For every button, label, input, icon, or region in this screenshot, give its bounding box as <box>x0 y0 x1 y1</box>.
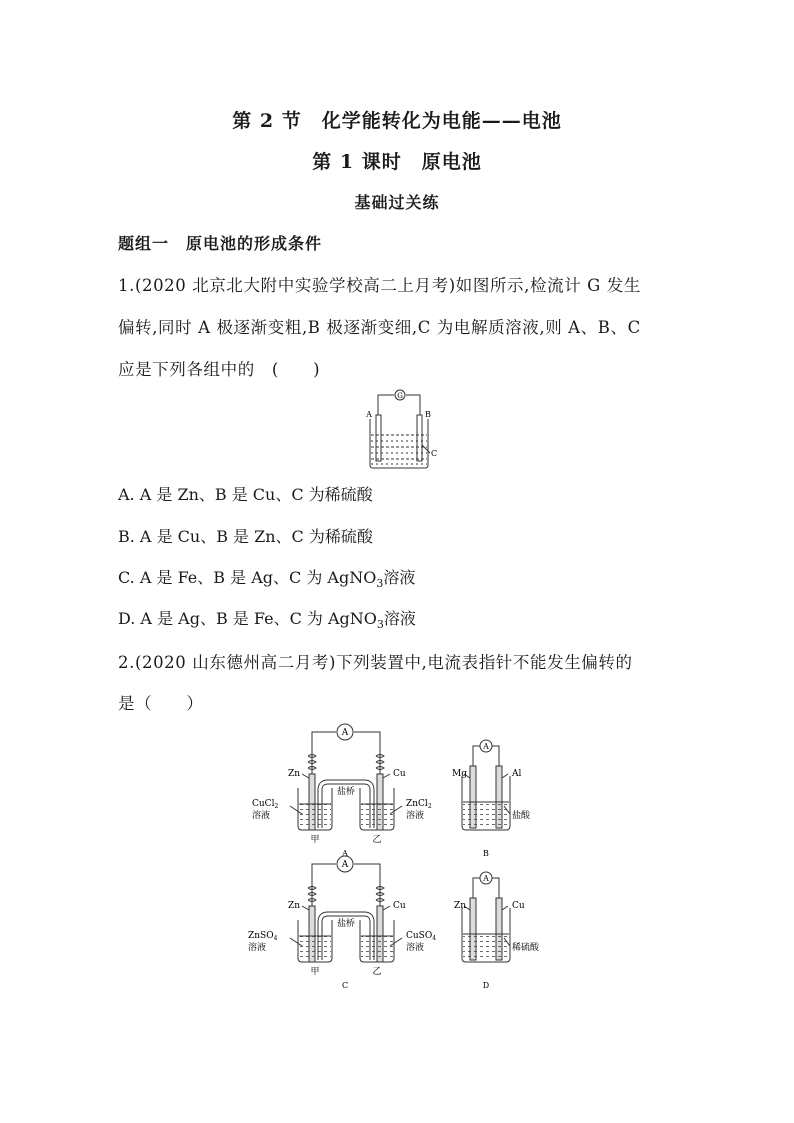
q2-figure-d <box>454 872 540 990</box>
q2c-salt-bridge-label: 盐桥 <box>336 919 356 929</box>
q2c-left-cup: 甲 <box>310 967 320 977</box>
group-title: 题组一 原电池的形成条件 <box>118 234 323 253</box>
q2b-right-electrode: Al <box>512 769 522 779</box>
q2a-left-solution: CuCl$_2$ <box>252 799 279 810</box>
q1-option-b[interactable]: B. A 是 Cu、B 是 Zn、C 为稀硫酸 <box>118 527 373 546</box>
q2-figures <box>240 722 570 992</box>
q2a-caption: A <box>342 849 348 858</box>
q1-option-d[interactable]: D. A 是 Ag、B 是 Fe、C 为 AgNO$_3$溶液 <box>118 609 416 632</box>
q2c-right-solution: CuSO$_4$ <box>406 931 437 942</box>
q2d-meter-label: A <box>483 874 489 883</box>
q1-meter-label: G <box>397 392 403 400</box>
q2c-caption: C <box>341 981 349 990</box>
lesson-title: 第 1 课时 原电池 <box>312 151 482 173</box>
q2c-right-cup: 乙 <box>372 967 382 977</box>
q2d-solution: 稀硫酸 <box>512 943 540 953</box>
q2-figure-b <box>452 740 531 858</box>
q2c-right-electrode: Cu <box>393 901 406 911</box>
q2b-left-electrode: Mg <box>452 769 467 779</box>
q2d-left-electrode: Zn <box>454 901 467 911</box>
q2c-right-solution-2: 溶液 <box>406 943 425 953</box>
q2b-solution: 盐酸 <box>512 811 531 821</box>
q2c-left-solution-2: 溶液 <box>248 943 267 953</box>
q2a-right-cup: 乙 <box>372 835 382 845</box>
q2a-meter-label: A <box>341 728 349 738</box>
q2c-left-solution: ZnSO$_4$ <box>248 931 278 942</box>
q1-option-c[interactable]: C. A 是 Fe、B 是 Ag、C 为 AgNO$_3$溶液 <box>118 568 416 591</box>
q2a-left-cup: 甲 <box>310 835 320 845</box>
q2-figure-c <box>248 856 436 990</box>
q2a-left-electrode: Zn <box>288 769 301 779</box>
q2-figure-a <box>252 724 432 858</box>
q2-line-1: 2.(2020 山东德州高二月考)下列装置中,电流表指针不能发生偏转的 <box>118 653 633 672</box>
q2d-right-electrode: Cu <box>512 901 525 911</box>
q2c-left-electrode: Zn <box>288 901 301 911</box>
section-title: 第 2 节 化学能转化为电能——电池 <box>232 110 562 132</box>
q1-electrode-b-label: B <box>425 410 431 419</box>
q2a-right-solution-2: 溶液 <box>406 811 425 821</box>
q1-galvanic-cell-figure <box>362 389 438 471</box>
q1-line-1: 1.(2020 北京北大附中实验学校高二上月考)如图所示,检流计 G 发生 <box>118 276 641 295</box>
q2d-caption: D <box>482 981 490 990</box>
q2b-meter-label: A <box>483 742 489 751</box>
subtitle: 基础过关练 <box>354 193 440 212</box>
q2-line-2: 是（ ） <box>118 694 204 713</box>
q1-solution-label: C <box>431 449 438 458</box>
q1-electrode-a-label: A <box>366 410 372 419</box>
q1-line-3: 应是下列各组中的 ( ) <box>118 360 321 379</box>
q1-option-a[interactable]: A. A 是 Zn、B 是 Cu、C 为稀硫酸 <box>118 485 373 504</box>
q2c-meter-label: A <box>341 860 349 870</box>
q2b-caption: B <box>483 849 489 858</box>
q2a-right-solution: ZnCl$_2$ <box>406 799 432 810</box>
q1-line-2: 偏转,同时 A 极逐渐变粗,B 极逐渐变细,C 为电解质溶液,则 A、B、C <box>118 318 641 337</box>
q2a-right-electrode: Cu <box>393 769 406 779</box>
q2a-left-solution-2: 溶液 <box>252 811 271 821</box>
q2a-salt-bridge-label: 盐桥 <box>336 787 356 797</box>
